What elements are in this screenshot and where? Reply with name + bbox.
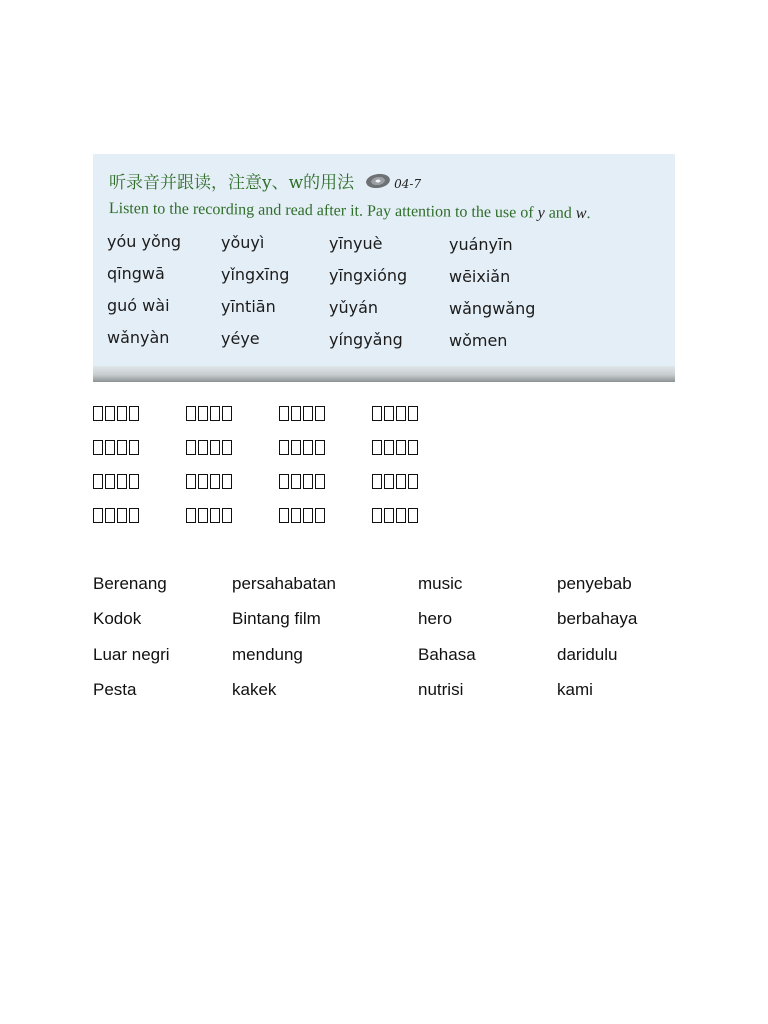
- missing-glyph-box: [372, 440, 382, 455]
- vocabulary-table: [93, 566, 687, 708]
- vocab-word: Bintang film: [232, 609, 321, 629]
- missing-glyph-box: [210, 440, 220, 455]
- missing-glyph-box: [117, 474, 127, 489]
- missing-glyph-pair: [279, 508, 372, 523]
- missing-glyph-box: [222, 508, 232, 523]
- missing-glyph-box: [384, 440, 394, 455]
- missing-glyph-pair: [186, 440, 279, 455]
- missing-glyph-box: [198, 440, 208, 455]
- textbook-scan-image: [93, 154, 675, 382]
- pinyin-word: qīngwā: [107, 264, 165, 283]
- missing-glyph-pair: [186, 406, 279, 421]
- missing-glyph-pair: [93, 440, 186, 455]
- pinyin-word: yóu yǒng: [107, 232, 182, 251]
- instruction-period: .: [586, 205, 591, 223]
- vocab-word: Kodok: [93, 609, 142, 629]
- pinyin-word: yīngxióng: [329, 266, 408, 285]
- vocab-row: [93, 566, 687, 602]
- pinyin-word: wǎngwǎng: [449, 299, 536, 318]
- missing-glyph-box: [93, 440, 103, 455]
- pinyin-word: wǎnyàn: [107, 328, 170, 347]
- missing-glyph-box: [291, 474, 301, 489]
- missing-glyph-pair: [279, 474, 372, 489]
- vocab-row: [93, 637, 687, 673]
- missing-glyph-box: [129, 508, 139, 523]
- missing-glyph-box: [396, 508, 406, 523]
- vocab-word: daridulu: [557, 644, 618, 664]
- missing-glyph-box: [93, 406, 103, 421]
- missing-glyph-box: [105, 440, 115, 455]
- missing-glyph-box: [303, 508, 313, 523]
- missing-glyph-box: [279, 406, 289, 421]
- missing-glyph-box: [384, 406, 394, 421]
- vocab-word: music: [418, 573, 463, 593]
- pinyin-word: yīntiān: [221, 297, 276, 316]
- missing-glyph-box: [291, 440, 301, 455]
- pinyin-word-grid: [107, 232, 667, 362]
- missing-glyph-box: [117, 440, 127, 455]
- missing-glyph-box: [396, 406, 406, 421]
- missing-glyph-pair: [372, 508, 465, 523]
- missing-glyph-box: [198, 406, 208, 421]
- vocab-word: hero: [418, 609, 453, 629]
- missing-glyph-box: [408, 406, 418, 421]
- missing-glyph-box: [105, 508, 115, 523]
- missing-glyph-box: [198, 508, 208, 523]
- instruction-text: Listen to the recording and read after it. Pay attention to the use of: [108, 200, 538, 222]
- missing-glyph-pair: [93, 474, 186, 489]
- exercise-instruction: [109, 200, 591, 223]
- missing-glyph-box: [315, 474, 325, 489]
- missing-glyph-box: [222, 406, 232, 421]
- pinyin-word: wēixiǎn: [449, 267, 511, 286]
- missing-glyph-pair: [186, 508, 279, 523]
- audio-cd-icon: [365, 172, 391, 189]
- missing-glyph-box: [384, 508, 394, 523]
- missing-glyph-box: [408, 440, 418, 455]
- missing-glyph-box: [105, 474, 115, 489]
- missing-glyph-pair: [93, 406, 186, 421]
- missing-glyph-box: [186, 508, 196, 523]
- glyph-row: [93, 464, 465, 498]
- missing-glyph-box: [303, 406, 313, 421]
- missing-glyph-box: [408, 508, 418, 523]
- missing-glyph-box: [396, 474, 406, 489]
- glyph-row: [93, 430, 465, 464]
- missing-glyph-box: [129, 474, 139, 489]
- glyph-row: [93, 396, 465, 430]
- exercise-header: [109, 168, 421, 193]
- vocab-row: [93, 602, 687, 638]
- missing-glyph-box: [117, 508, 127, 523]
- missing-glyph-box: [303, 474, 313, 489]
- vocab-word: mendung: [232, 644, 303, 664]
- vocab-word: berbahaya: [557, 609, 638, 629]
- vocab-row: [93, 673, 687, 709]
- vocab-word: kami: [557, 680, 593, 700]
- missing-glyph-pair: [279, 440, 372, 455]
- vocab-word: Luar negri: [93, 644, 170, 664]
- missing-glyph-box: [291, 508, 301, 523]
- missing-glyph-pair: [279, 406, 372, 421]
- vocab-word: kakek: [232, 680, 277, 700]
- missing-glyph-box: [93, 508, 103, 523]
- missing-glyph-box: [384, 474, 394, 489]
- missing-glyph-box: [93, 474, 103, 489]
- missing-glyph-box: [222, 474, 232, 489]
- missing-glyph-box: [105, 406, 115, 421]
- pinyin-word: yíngyǎng: [329, 330, 403, 349]
- missing-glyph-box: [129, 406, 139, 421]
- missing-glyph-grid: [93, 396, 465, 532]
- pinyin-word: yǔyán: [329, 298, 379, 317]
- missing-glyph-box: [396, 440, 406, 455]
- pinyin-word: yǐngxīng: [221, 265, 290, 284]
- missing-glyph-box: [291, 406, 301, 421]
- pinyin-word: yǒuyì: [221, 233, 265, 252]
- missing-glyph-box: [210, 474, 220, 489]
- missing-glyph-box: [186, 406, 196, 421]
- missing-glyph-pair: [372, 406, 465, 421]
- missing-glyph-box: [210, 406, 220, 421]
- missing-glyph-box: [303, 440, 313, 455]
- missing-glyph-pair: [372, 474, 465, 489]
- missing-glyph-box: [210, 508, 220, 523]
- exercise-header-chinese: 听录音并跟读，注意y、w的用法: [109, 173, 355, 193]
- missing-glyph-box: [198, 474, 208, 489]
- missing-glyph-pair: [372, 440, 465, 455]
- pinyin-word: guó wài: [107, 296, 170, 315]
- audio-track-number: 04-7: [394, 176, 422, 191]
- missing-glyph-box: [186, 440, 196, 455]
- vocab-word: penyebab: [557, 573, 632, 593]
- vocab-word: Berenang: [93, 573, 167, 593]
- missing-glyph-box: [279, 474, 289, 489]
- missing-glyph-box: [315, 406, 325, 421]
- missing-glyph-box: [117, 406, 127, 421]
- vocab-word: persahabatan: [232, 573, 336, 593]
- instruction-and: and: [544, 204, 576, 222]
- missing-glyph-box: [279, 440, 289, 455]
- missing-glyph-pair: [93, 508, 186, 523]
- instruction-letter-y: y: [537, 204, 545, 222]
- missing-glyph-box: [408, 474, 418, 489]
- missing-glyph-box: [315, 440, 325, 455]
- missing-glyph-box: [129, 440, 139, 455]
- missing-glyph-box: [315, 508, 325, 523]
- pinyin-word: yéye: [221, 329, 260, 348]
- pinyin-word: wǒmen: [449, 331, 508, 350]
- missing-glyph-box: [372, 406, 382, 421]
- pinyin-word: yuányīn: [449, 235, 513, 254]
- vocab-word: Bahasa: [418, 644, 476, 664]
- missing-glyph-box: [279, 508, 289, 523]
- instruction-letter-w: w: [575, 204, 587, 223]
- missing-glyph-box: [372, 508, 382, 523]
- missing-glyph-box: [372, 474, 382, 489]
- missing-glyph-box: [186, 474, 196, 489]
- vocab-word: Pesta: [93, 680, 137, 700]
- missing-glyph-pair: [186, 474, 279, 489]
- glyph-row: [93, 498, 465, 532]
- pinyin-word: yīnyuè: [329, 234, 383, 253]
- missing-glyph-box: [222, 440, 232, 455]
- vocab-word: nutrisi: [418, 680, 464, 700]
